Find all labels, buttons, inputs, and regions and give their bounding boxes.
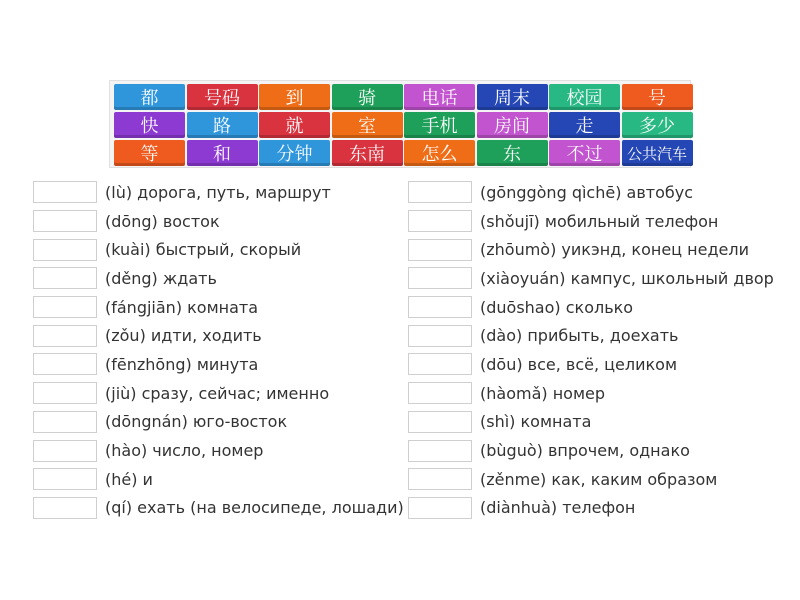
word-tile[interactable]: 号 bbox=[622, 84, 693, 110]
clue-row bbox=[408, 293, 788, 322]
answer-drop-slot[interactable] bbox=[408, 267, 472, 289]
clue-row bbox=[33, 436, 413, 465]
answer-drop-slot[interactable] bbox=[33, 382, 97, 404]
clue-row bbox=[33, 321, 413, 350]
word-tile[interactable]: 就 bbox=[259, 112, 330, 138]
clue-row bbox=[33, 235, 413, 264]
clue-row bbox=[408, 350, 788, 379]
answer-drop-slot[interactable] bbox=[408, 325, 472, 347]
answer-drop-slot[interactable] bbox=[33, 181, 97, 203]
word-tile[interactable]: 东南 bbox=[332, 140, 403, 166]
answer-drop-slot[interactable] bbox=[33, 440, 97, 462]
word-tile[interactable]: 号码 bbox=[187, 84, 258, 110]
clue-text: (zhōumò) уикэнд, конец недели bbox=[480, 240, 749, 260]
answer-drop-slot[interactable] bbox=[408, 497, 472, 519]
word-tile[interactable]: 房间 bbox=[477, 112, 548, 138]
answer-drop-slot[interactable] bbox=[33, 267, 97, 289]
word-tile[interactable]: 快 bbox=[114, 112, 185, 138]
clue-row bbox=[33, 379, 413, 408]
clue-row bbox=[408, 264, 788, 293]
word-tile[interactable]: 室 bbox=[332, 112, 403, 138]
clue-row bbox=[33, 408, 413, 437]
word-tile[interactable]: 周末 bbox=[477, 84, 548, 110]
answer-drop-slot[interactable] bbox=[33, 296, 97, 318]
word-tile[interactable]: 电话 bbox=[404, 84, 475, 110]
answer-drop-slot[interactable] bbox=[33, 497, 97, 519]
answer-drop-slot[interactable] bbox=[33, 353, 97, 375]
clue-row bbox=[408, 465, 788, 494]
clue-text: (dào) прибыть, доехать bbox=[480, 326, 679, 346]
clue-row bbox=[408, 207, 788, 236]
clue-row bbox=[408, 436, 788, 465]
clue-text: (dōngnán) юго-восток bbox=[105, 412, 288, 432]
word-tile[interactable]: 走 bbox=[549, 112, 620, 138]
clue-text: (zěnme) как, каким образом bbox=[480, 469, 718, 489]
clue-text: (shì) комната bbox=[480, 412, 592, 432]
clue-row bbox=[408, 494, 788, 523]
clue-row bbox=[408, 235, 788, 264]
clue-text: (dōu) все, всё, целиком bbox=[480, 354, 678, 374]
clue-row bbox=[33, 264, 413, 293]
clue-row bbox=[408, 379, 788, 408]
answer-drop-slot[interactable] bbox=[408, 440, 472, 462]
clue-text: (hào) число, номер bbox=[105, 441, 264, 461]
answer-drop-slot[interactable] bbox=[33, 239, 97, 261]
clue-row bbox=[33, 350, 413, 379]
word-tile[interactable]: 校园 bbox=[549, 84, 620, 110]
word-tile[interactable]: 骑 bbox=[332, 84, 403, 110]
clue-row bbox=[408, 321, 788, 350]
answer-drop-slot[interactable] bbox=[33, 210, 97, 232]
word-tile[interactable]: 等 bbox=[114, 140, 185, 166]
clue-text: (dōng) восток bbox=[105, 211, 220, 231]
clue-text: (duōshao) сколько bbox=[480, 297, 634, 317]
answer-drop-slot[interactable] bbox=[408, 210, 472, 232]
clue-text: (hé) и bbox=[105, 469, 153, 489]
clue-text: (lù) дорога, путь, маршрут bbox=[105, 182, 331, 202]
clue-text: (qí) ехать (на велосипеде, лошади) bbox=[105, 498, 404, 518]
answer-drop-slot[interactable] bbox=[408, 411, 472, 433]
clue-text: (zǒu) идти, ходить bbox=[105, 326, 262, 346]
word-tile[interactable]: 路 bbox=[187, 112, 258, 138]
clue-text: (bùguò) впрочем, однако bbox=[480, 441, 690, 461]
word-tile[interactable]: 东 bbox=[477, 140, 548, 166]
clue-text: (děng) ждать bbox=[105, 268, 217, 288]
clue-column-right bbox=[408, 178, 788, 522]
answer-drop-slot[interactable] bbox=[33, 411, 97, 433]
clue-text: (fēnzhōng) минута bbox=[105, 354, 259, 374]
answer-drop-slot[interactable] bbox=[408, 296, 472, 318]
answer-drop-slot[interactable] bbox=[408, 239, 472, 261]
word-tile[interactable]: 不过 bbox=[549, 140, 620, 166]
word-tile[interactable]: 到 bbox=[259, 84, 330, 110]
clue-text: (jiù) сразу, сейчас; именно bbox=[105, 383, 330, 403]
clue-text: (hàomǎ) номер bbox=[480, 383, 606, 403]
clue-text: (diànhuà) телефон bbox=[480, 498, 636, 518]
clue-row bbox=[408, 178, 788, 207]
word-tile[interactable]: 分钟 bbox=[259, 140, 330, 166]
word-tile[interactable]: 都 bbox=[114, 84, 185, 110]
answer-drop-slot[interactable] bbox=[408, 353, 472, 375]
clue-row bbox=[33, 178, 413, 207]
word-tile[interactable]: 怎么 bbox=[404, 140, 475, 166]
answer-drop-slot[interactable] bbox=[33, 468, 97, 490]
clue-row bbox=[408, 408, 788, 437]
word-tile[interactable]: 公共汽车 bbox=[622, 140, 693, 166]
clue-row bbox=[33, 494, 413, 523]
word-bank bbox=[109, 80, 691, 168]
clue-row bbox=[33, 465, 413, 494]
word-tile[interactable]: 多少 bbox=[622, 112, 693, 138]
word-tile[interactable]: 手机 bbox=[404, 112, 475, 138]
answer-drop-slot[interactable] bbox=[408, 382, 472, 404]
answer-drop-slot[interactable] bbox=[33, 325, 97, 347]
answer-drop-slot[interactable] bbox=[408, 181, 472, 203]
clue-row bbox=[33, 207, 413, 236]
clue-text: (kuài) быстрый, скорый bbox=[105, 240, 302, 260]
clue-row bbox=[33, 293, 413, 322]
clue-text: (shǒujī) мобильный телефон bbox=[480, 211, 719, 231]
answer-drop-slot[interactable] bbox=[408, 468, 472, 490]
clue-text: (gōnggòng qìchē) автобус bbox=[480, 182, 693, 202]
clue-column-left bbox=[33, 178, 413, 522]
clue-text: (xiàoyuán) кампус, школьный двор bbox=[480, 268, 774, 288]
clue-text: (fángjiān) комната bbox=[105, 297, 259, 317]
word-tile[interactable]: 和 bbox=[187, 140, 258, 166]
